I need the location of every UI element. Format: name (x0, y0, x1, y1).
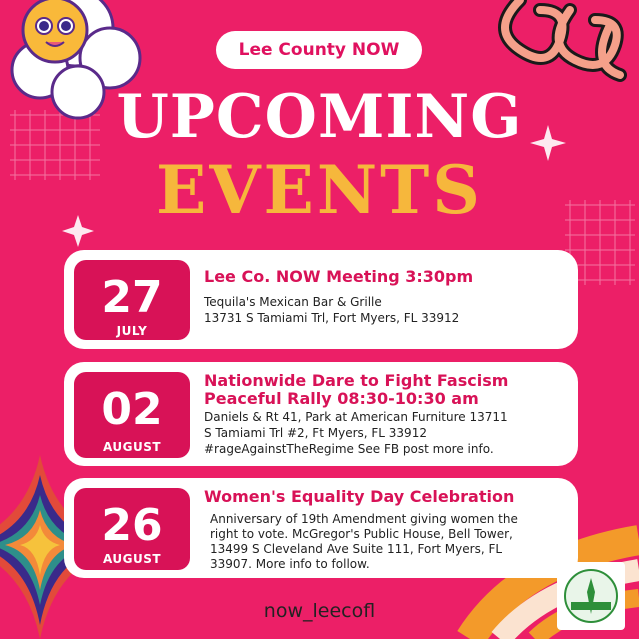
event-card (64, 478, 578, 578)
event-detail-line: right to vote. McGregor's Public House, Bell Tower, (210, 527, 513, 541)
event-detail-line: 13731 S Tamiami Trl, Fort Myers, FL 33912 (204, 311, 460, 325)
logo-emblem-icon (557, 562, 625, 630)
event-detail-line: #rageAgainstTheRegime See FB post more info. (204, 442, 494, 456)
event-title: Peaceful Rally 08:30-10:30 am (204, 389, 479, 408)
event-detail-line: Daniels & Rt 41, Park at American Furniture 13711 (204, 410, 508, 424)
event-detail-line: 33907. More info to follow. (210, 557, 370, 571)
title-upcoming: UPCOMING (116, 82, 523, 152)
event-title: Lee Co. NOW Meeting 3:30pm (204, 267, 474, 286)
event-day: 27 (101, 272, 163, 323)
event-title: Women's Equality Day Celebration (204, 487, 515, 506)
event-detail-line: Tequila's Mexican Bar & Grille (204, 295, 382, 309)
date-box (74, 372, 190, 458)
event-detail-line: S Tamiami Trl #2, Ft Myers, FL 33912 (204, 426, 427, 440)
event-card (64, 250, 578, 349)
title-events: EVENTS (156, 151, 483, 229)
event-detail-line: 13499 S Cleveland Ave Suite 111, Fort Myers, FL (210, 542, 503, 556)
event-detail-line: Anniversary of 19th Amendment giving women the (210, 512, 518, 526)
event-day: 26 (101, 500, 163, 551)
date-box (74, 488, 190, 570)
org-label-pill: Lee County NOW (216, 31, 422, 69)
event-month: JULY (116, 324, 148, 338)
event-title: Nationwide Dare to Fight Fascism (204, 371, 509, 390)
date-box (74, 260, 190, 340)
event-day: 02 (101, 384, 163, 435)
chapter-logo (557, 562, 625, 630)
social-handle: now_leecofl (263, 600, 376, 622)
event-card (64, 362, 578, 466)
squiggle-decoration (505, 0, 620, 75)
event-month: AUGUST (102, 440, 162, 454)
event-month: AUGUST (102, 552, 162, 566)
